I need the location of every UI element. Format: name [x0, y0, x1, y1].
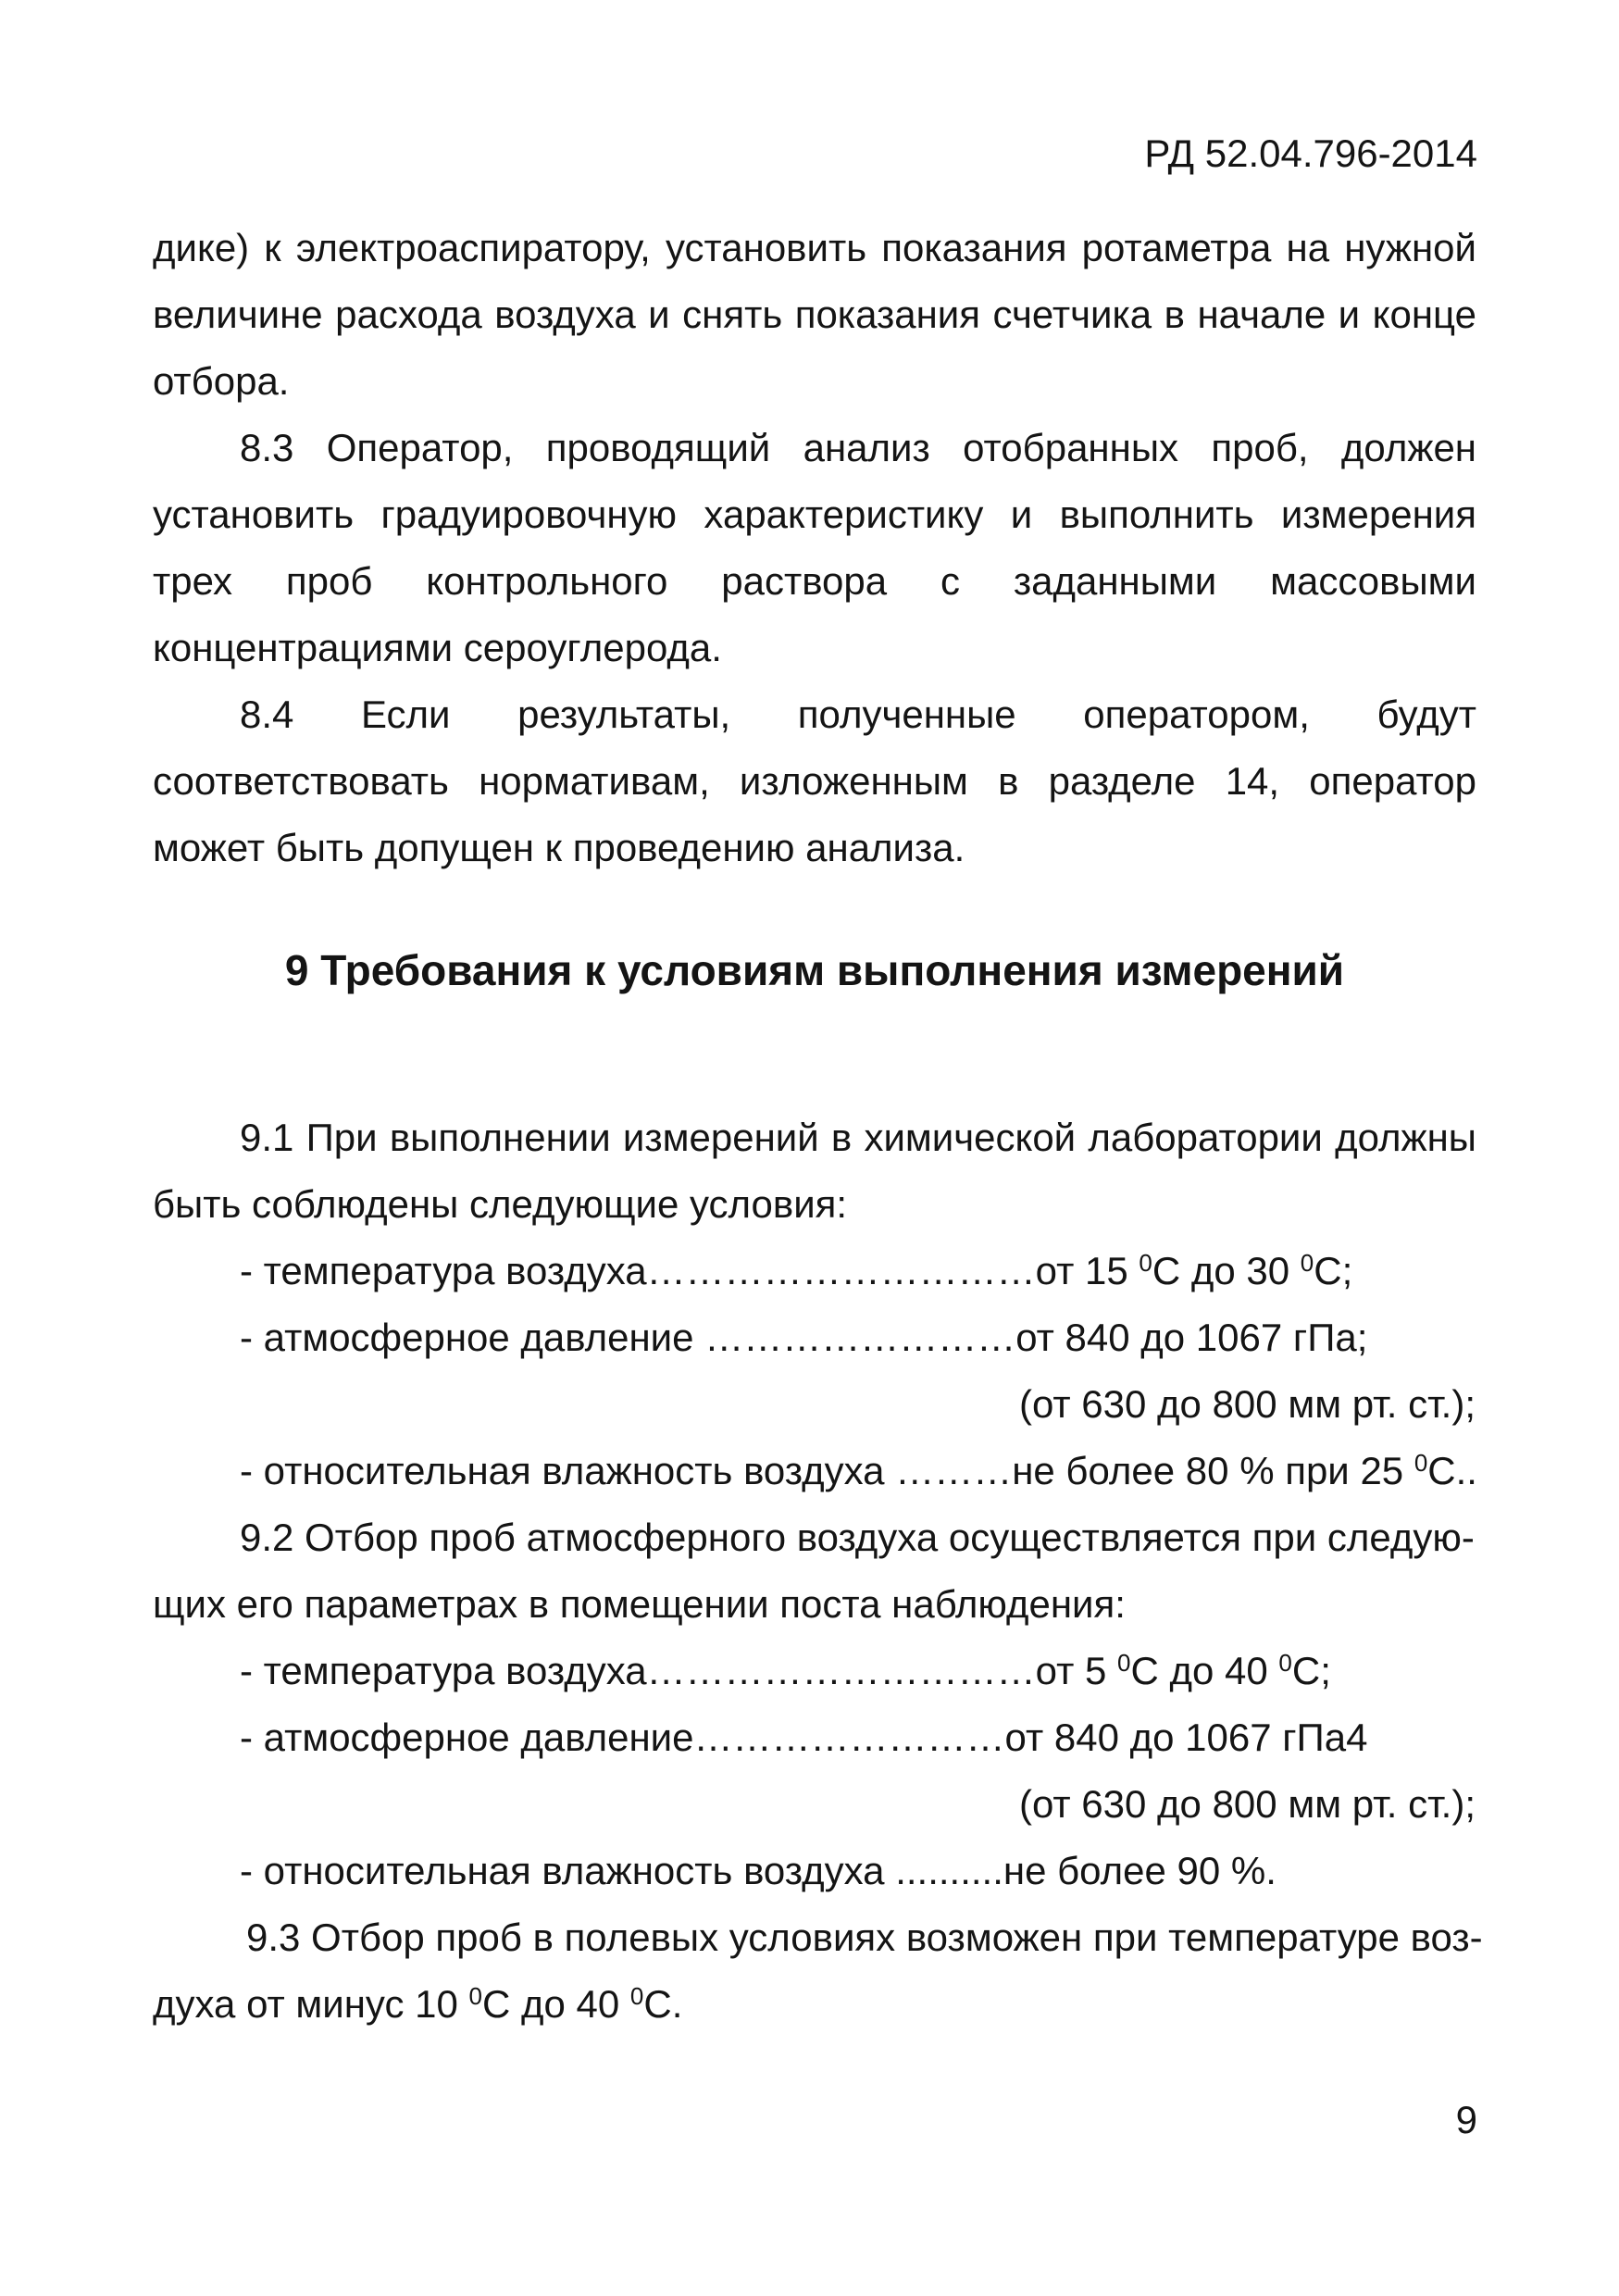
- post-humidity-dots: ..........: [895, 1849, 1003, 1892]
- degree-mark: 0: [1300, 1249, 1314, 1277]
- post-pressure-label: - атмосферное давление: [240, 1716, 694, 1759]
- lab-pressure-label: - атмосферное давление: [240, 1316, 705, 1359]
- paragraph-9-1-block: [153, 1104, 1476, 1238]
- paragraph-9-2-line-2: щих его параметрах в помещении поста наблюдения:: [153, 1582, 1126, 1626]
- lab-pressure-value: от 840 до 1067 гПа;: [1015, 1316, 1368, 1359]
- degree-mark: 0: [629, 1982, 644, 2010]
- lab-temp-label: - температура воздуха: [240, 1249, 647, 1292]
- degree-mark: 0: [468, 1982, 482, 2010]
- lab-humidity-end: С..: [1427, 1449, 1477, 1492]
- page-number: 9: [1455, 2098, 1477, 2141]
- paragraph-9-1: 9.1 При выполнении измерений в химической лаборатории должны быть соблюдены следующие условия:: [153, 1116, 1476, 1226]
- document-code: РД 52.04.796-2014: [1144, 131, 1477, 175]
- lab-pressure-line: [240, 1304, 1367, 1371]
- post-temp-label: - температура воздуха: [240, 1649, 647, 1692]
- paragraph-9-3-line-2: [153, 1971, 682, 2038]
- lab-humidity-label: - относительная влажность воздуха: [240, 1449, 896, 1492]
- post-temp-mid: C до 40: [1130, 1649, 1279, 1692]
- lab-temp-from: от 15: [1035, 1249, 1140, 1292]
- post-temp-end: C;: [1291, 1649, 1331, 1692]
- p93-part-c: C.: [643, 1982, 683, 2026]
- lab-temp-mid: C до 30: [1152, 1249, 1301, 1292]
- post-temp-from: от 5: [1035, 1649, 1118, 1692]
- lab-humidity-dots: ………: [895, 1449, 1013, 1492]
- post-temperature-line: [240, 1638, 1331, 1704]
- post-pressure-dots: ……………………: [693, 1716, 1005, 1759]
- post-humidity-line: [240, 1838, 1277, 1904]
- degree-mark: 0: [1117, 1649, 1131, 1677]
- paragraph-continuation: дике) к электроаспиратору, установить показания ротаметра на нужной величине расхода воздуха и снять показания счетчика в начале и конце отбора.: [153, 226, 1476, 403]
- paragraph-8-4: 8.4 Если результаты, полученные оператором, будут соответствовать нормативам, изложенным в разделе 14, оператор может быть допущен к проведению анализа.: [153, 693, 1476, 869]
- post-temp-dots: …………………………: [646, 1649, 1036, 1692]
- lab-humidity-value: не более 80 % при 25: [1012, 1449, 1414, 1492]
- post-pressure-mm-line: (от 630 до 800 мм рт. ст.);: [1018, 1782, 1476, 1826]
- lab-temperature-line: [240, 1238, 1352, 1304]
- post-humidity-label: - относительная влажность воздуха: [240, 1849, 896, 1892]
- post-humidity-value: не более 90 %.: [1003, 1849, 1277, 1892]
- degree-mark: 0: [1278, 1649, 1292, 1677]
- lab-temp-end: C;: [1314, 1249, 1353, 1292]
- lab-pressure-mm-line: (от 630 до 800 мм рт. ст.);: [1018, 1382, 1476, 1426]
- degree-mark: 0: [1414, 1449, 1428, 1477]
- degree-mark: 0: [1139, 1249, 1152, 1277]
- section-9-heading: 9 Требования к условиям выполнения измерений: [284, 946, 1345, 994]
- post-pressure-value: от 840 до 1067 гПа4: [1004, 1716, 1368, 1759]
- paragraph-9-2-line-1: 9.2 Отбор проб атмосферного воздуха осуществляется при следую-: [240, 1516, 1475, 1559]
- p93-part-a: духа от минус 10: [153, 1982, 469, 2026]
- section-8-text: [153, 215, 1476, 881]
- p93-part-b: C до 40: [482, 1982, 630, 2026]
- post-pressure-line: [240, 1704, 1367, 1771]
- lab-temp-dots: …………………………: [646, 1249, 1036, 1292]
- lab-pressure-dots: ……………………: [704, 1316, 1016, 1359]
- paragraph-9-3-line-1: 9.3 Отбор проб в полевых условиях возможен при температуре воз-: [246, 1915, 1483, 1959]
- lab-humidity-line: [240, 1438, 1477, 1504]
- paragraph-8-3: 8.3 Оператор, проводящий анализ отобранных проб, должен установить градуировочную характеристику и выполнить измерения трех проб контрольного раствора с заданными массовыми концентрациями сероуглерода.: [153, 426, 1476, 669]
